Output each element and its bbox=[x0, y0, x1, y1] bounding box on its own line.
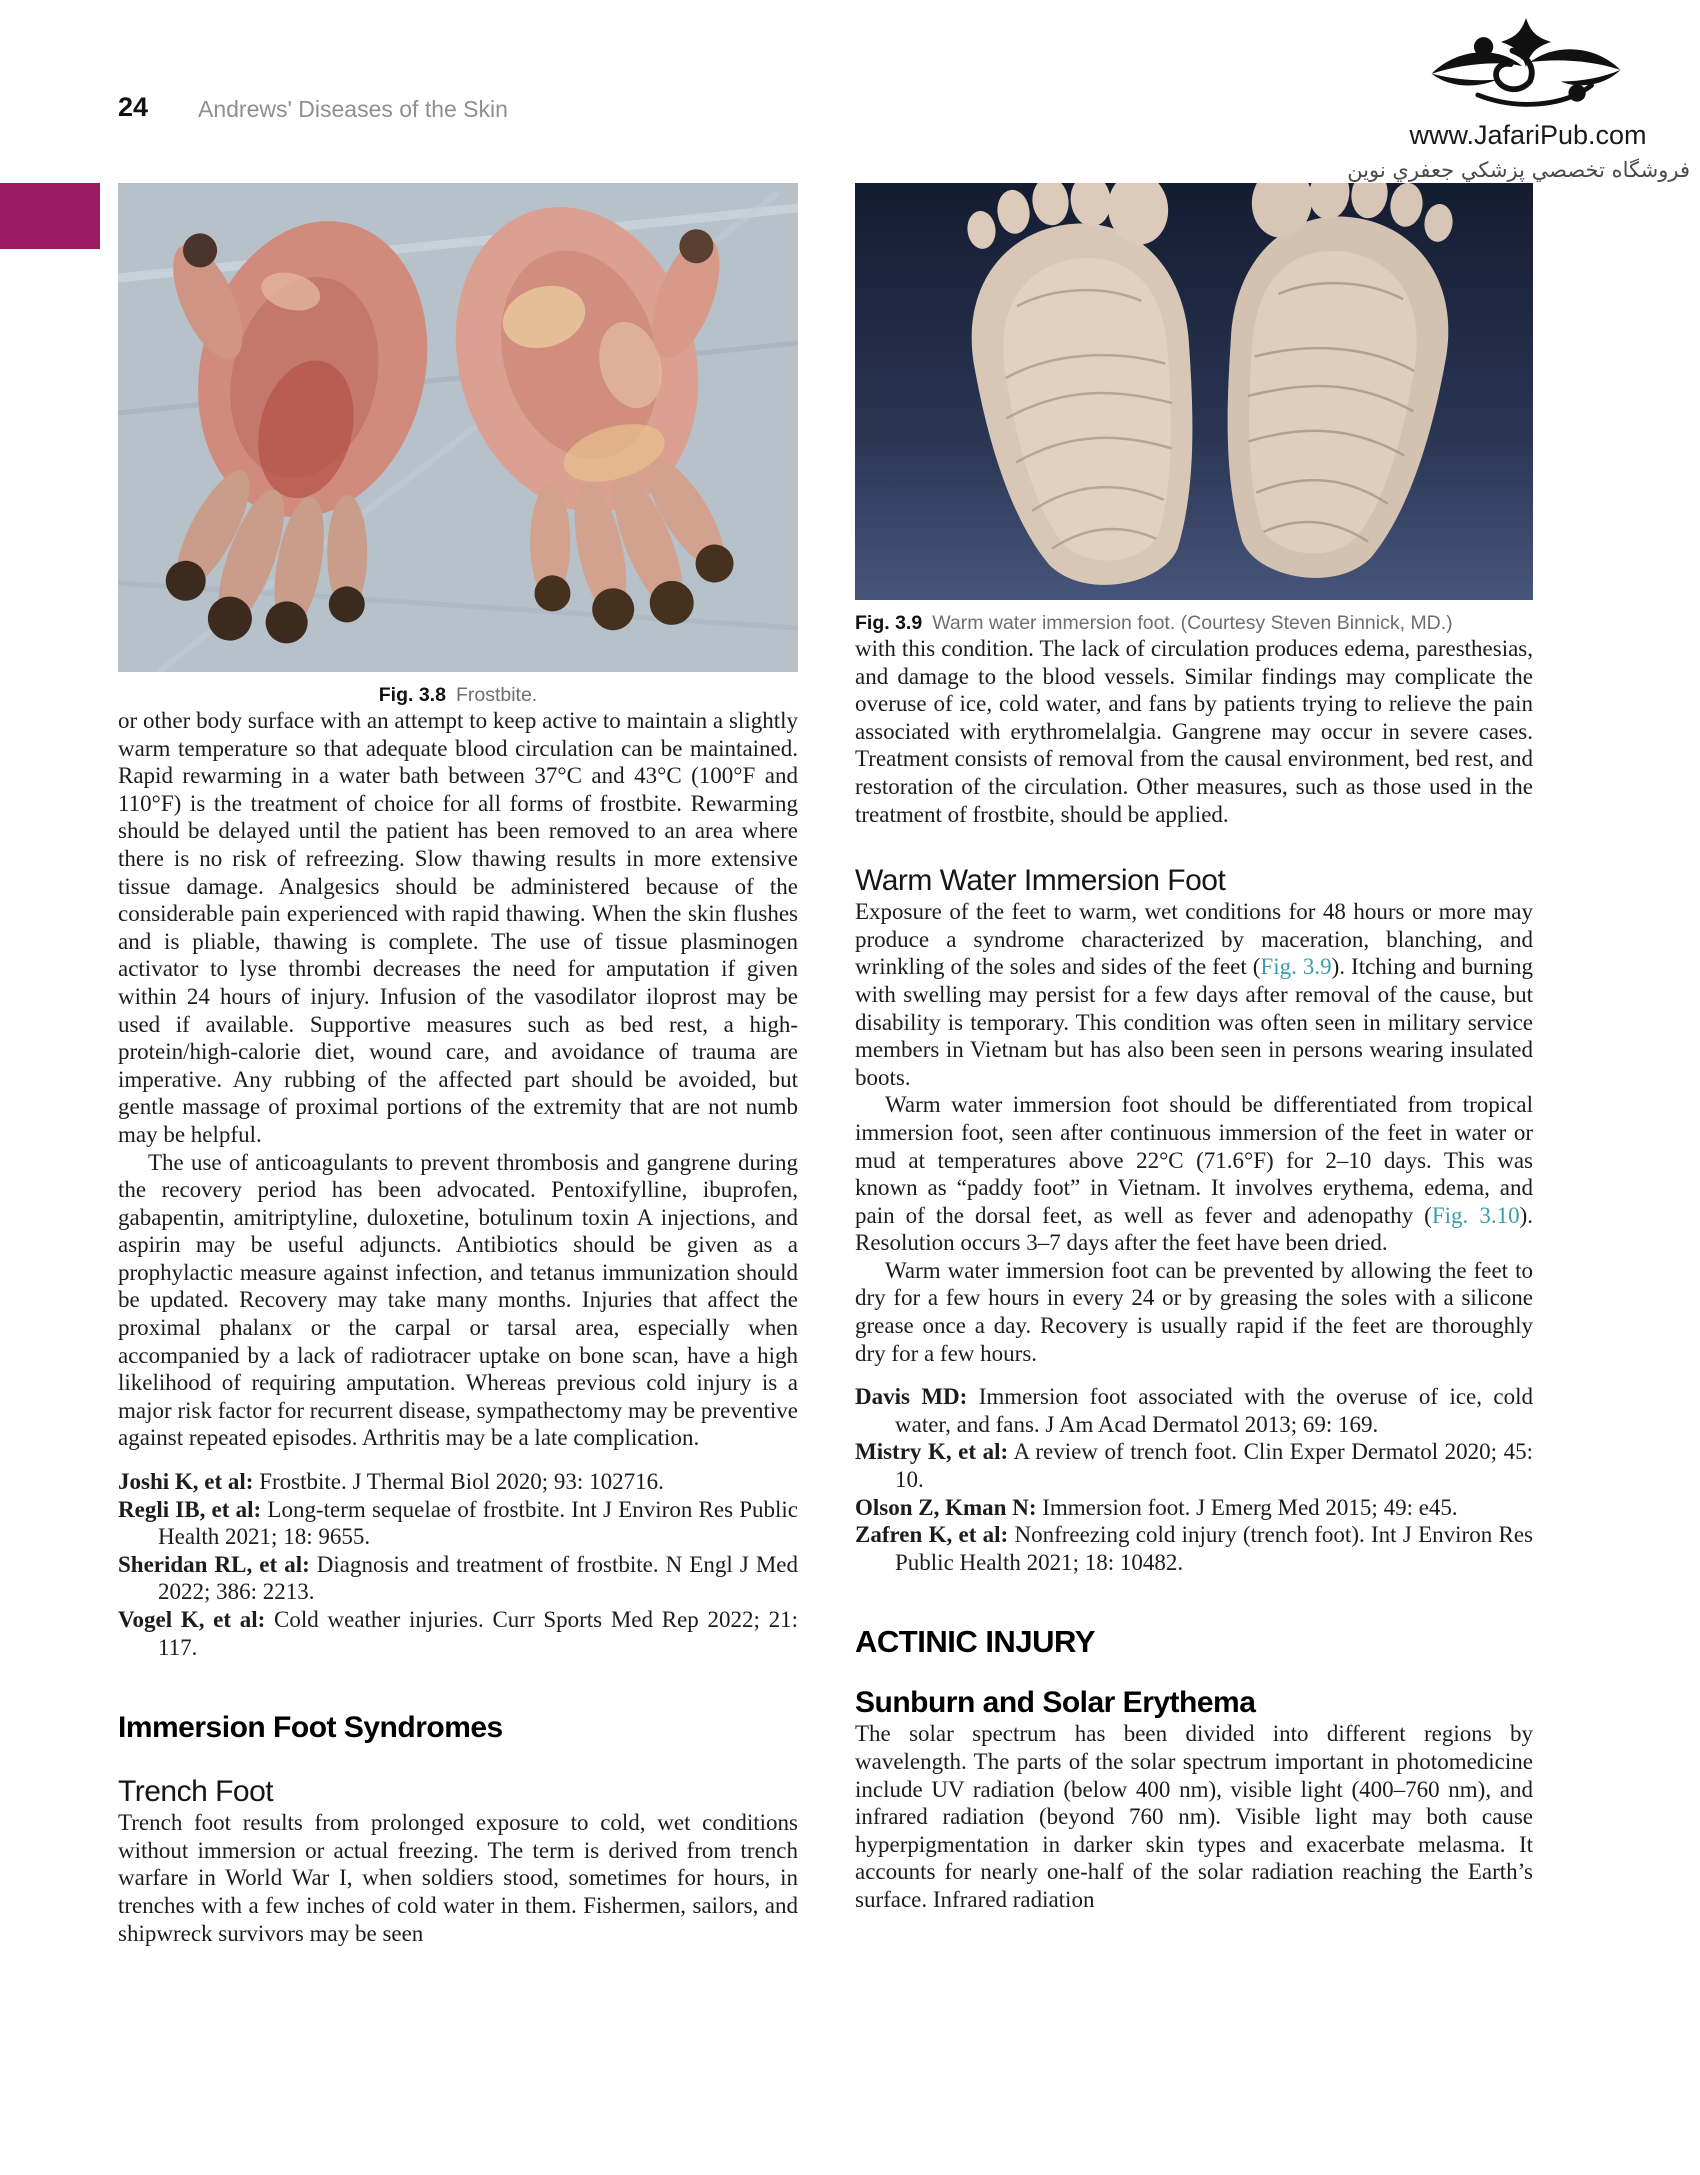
paragraph-text: Warm water immersion foot should be differentiated from tropical immersion foot, seen after continuous immersion of the feet in water or mud at temperatures above 22°C (71.6°F) for 2–10 days. This was known as “paddy foot” in Vietnam. It involves erythema, edema, and pain of the dorsal feet, as well as fever and adenopathy ( bbox=[855, 1092, 1533, 1228]
figure-3-8-caption bbox=[118, 683, 798, 707]
heading-sunburn-solar-erythema: Sunburn and Solar Erythema bbox=[855, 1686, 1256, 1720]
paragraph-anticoagulants: The use of anticoagulants to prevent thrombosis and gangrene during the recovery period has been advocated. Pentoxifylline, ibuprofen, gabapentin, amitriptyline, duloxetine, botulinum toxin A injections, and aspirin may be useful adjuncts. Antibiotics should be given as a prophylactic measure against infection, and tetanus immunization should be updated. Recovery may take many months. Injuries that affect the proximal phalanx or the carpal or tarsal area, especially when accompanied by a lack of radiotracer uptake on bone scan, have a high likelihood of requiring amputation. Whereas previous cold injury is a major risk factor for recurrent disease, sympathectomy may be preventive against repeated episodes. Arthritis may be a late complication. bbox=[118, 1149, 798, 1451]
running-head-title: Andrews' Diseases of the Skin bbox=[198, 96, 508, 122]
figure-3-9-caption bbox=[855, 611, 1533, 635]
fig-3-9-link[interactable]: Fig. 3.9 bbox=[1260, 954, 1332, 980]
heading-actinic-injury: ACTINIC INJURY bbox=[855, 1624, 1095, 1660]
figure-3-8 bbox=[118, 183, 798, 672]
paragraph-frostbite-treatment: or other body surface with an attempt to keep active to maintain a slightly warm temperature so that adequate blood circulation can be maintained. Rapid rewarming in a water bath between 37°C and 43°C (100°F and 110°F) is the treatment of choice for all forms of frostbite. Rewarming should be delayed until the patient has been removed to an area where there is no risk of refreezing. Slow thawing results in more extensive tissue damage. Analgesics should be administered because of the considerable pain experienced with rapid thawing. When the skin flushes and is pliable, thawing is complete. The use of tissue plasminogen activator to lyse thrombi decreases the need for amputation if given within 24 hours of injury. Infusion of the vasodilator iloprost may be used if available. Supportive measures such as bed rest, a high-protein/high-calorie diet, wound care, and avoidance of trauma are imperative. Any rubbing of the affected part should be avoided, but gentle massage of proximal portions of the extremity that are not numb may be helpful. bbox=[118, 708, 798, 1147]
right-column bbox=[855, 183, 1533, 1914]
reference-item bbox=[118, 1496, 798, 1551]
reference-authors: Olson Z, Kman N: bbox=[855, 1494, 1037, 1520]
immersion-foot-references bbox=[855, 1383, 1533, 1576]
paragraph-erythromelalgia: with this condition. The lack of circulation produces edema, paresthesias, and damage to the blood vessels. Similar findings may complicate the overuse of ice, cold water, and fans by patients trying to relieve the pain associated with erythromelalgia. Gangrene may occur in severe cases. Treatment consists of removal from the causal environment, bed rest, and restoration of the circulation. Other measures, such as those used in the treatment of frostbite, should be applied. bbox=[855, 636, 1533, 827]
paragraph-wwif-exposure bbox=[855, 898, 1533, 1091]
reference-authors: Regli IB, et al: bbox=[118, 1496, 262, 1522]
paragraph-trench-foot: Trench foot results from prolonged exposure to cold, wet conditions without immersion or actual freezing. The term is derived from trench warfare in World War I, when soldiers stood, sometimes for hours, in trenches with a few inches of cold water in them. Fishermen, sailors, and shipwreck survivors may be seen bbox=[118, 1810, 798, 1946]
heading-warm-water-immersion-foot: Warm Water Immersion Foot bbox=[855, 864, 1226, 898]
heading-trench-foot: Trench Foot bbox=[118, 1775, 274, 1809]
paragraph-text: ). Itching and burning with swelling may persist for a few days after removal of the cause, but disability is temporary. This condition was often seen in military service members in Vietnam but has also been seen in persons wearing insulated boots. bbox=[855, 954, 1533, 1090]
reference-authors: Davis MD: bbox=[855, 1384, 968, 1410]
reference-item bbox=[855, 1521, 1533, 1576]
heading-immersion-foot-syndromes: Immersion Foot Syndromes bbox=[118, 1711, 503, 1745]
reference-item bbox=[855, 1438, 1533, 1493]
reference-text: Frostbite. J Thermal Biol 2020; 93: 102716. bbox=[253, 1469, 664, 1495]
reference-item bbox=[855, 1494, 1533, 1522]
reference-text: Long-term sequelae of frostbite. Int J Environ Res Public Health 2021; 18: 9655. bbox=[158, 1496, 799, 1550]
reference-text: Nonfreezing cold injury (trench foot). Int J Environ Res Public Health 2021; 18: 10482. bbox=[895, 1522, 1533, 1575]
reference-authors: Sheridan RL, et al: bbox=[118, 1551, 310, 1577]
frostbite-references bbox=[118, 1468, 798, 1661]
paragraph-text: Exposure of the feet to warm, wet conditions for 48 hours or more may produce a syndrome characterized by maceration, blanching, and wrinkling of the soles and sides of the feet ( bbox=[855, 899, 1533, 980]
reference-item bbox=[118, 1468, 798, 1496]
figure-3-8-label: Fig. 3.8 bbox=[378, 684, 446, 706]
left-column bbox=[118, 183, 798, 1947]
figure-3-9-caption-text: Warm water immersion foot. (Courtesy Steven Binnick, MD.) bbox=[932, 612, 1453, 634]
page-number: 24 bbox=[118, 92, 149, 122]
reference-text: Immersion foot associated with the overuse of ice, cold water, and fans. J Am Acad Dermatol 2013; 69: 169. bbox=[895, 1384, 1534, 1437]
paragraph-tropical-immersion bbox=[855, 1091, 1533, 1257]
reference-text: A review of trench foot. Clin Exper Dermatol 2020; 45: 10. bbox=[895, 1439, 1533, 1493]
reference-authors: Mistry K, et al: bbox=[855, 1439, 1009, 1465]
publisher-tagline-farsi: فروشگاه تخصصي پزشكي جعفري نوين bbox=[1347, 158, 1690, 182]
reference-authors: Zafren K, et al: bbox=[855, 1522, 1009, 1548]
reference-text: Cold weather injuries. Curr Sports Med Rep 2022; 21: 117. bbox=[158, 1607, 799, 1660]
figure-3-9 bbox=[855, 183, 1533, 600]
publisher-url: www.JafariPub.com bbox=[1409, 120, 1647, 150]
reference-text: Immersion foot. J Emerg Med 2015; 49: e45. bbox=[1036, 1494, 1458, 1520]
figure-3-9-label: Fig. 3.9 bbox=[855, 612, 923, 634]
paragraph-wwif-prevention: Warm water immersion foot can be prevented by allowing the feet to dry for a few hours in every 24 or by greasing the soles with a silicone grease once a day. Recovery is usually rapid if the feet are thoroughly dry for a few hours. bbox=[855, 1257, 1533, 1366]
reference-text: Diagnosis and treatment of frostbite. N Engl J Med 2022; 386: 2213. bbox=[158, 1551, 798, 1605]
reference-item bbox=[118, 1551, 798, 1606]
fig-3-10-link[interactable]: Fig. 3.10 bbox=[1431, 1202, 1520, 1228]
reference-authors: Joshi K, et al: bbox=[118, 1469, 254, 1495]
figure-3-8-caption-text: Frostbite. bbox=[455, 684, 538, 706]
frostbite-hands-photo bbox=[118, 183, 798, 672]
reference-item bbox=[118, 1606, 798, 1661]
jafaripub-logo-icon bbox=[1420, 14, 1632, 118]
paragraph-solar-spectrum: The solar spectrum has been divided into different regions by wavelength. The parts of the solar spectrum important in photomedicine include UV radiation (below 400 nm), visible light (400–760 nm), and infrared radiation (beyond 760 nm). Visible light may both cause hyperpigmentation in darker skin types and exacerbate melasma. It accounts for nearly one-half of the solar radiation reaching the Earth’s surface. Infrared radiation bbox=[855, 1721, 1533, 1912]
reference-item bbox=[855, 1383, 1533, 1438]
reference-authors: Vogel K, et al: bbox=[118, 1607, 266, 1632]
immersion-foot-soles-photo bbox=[855, 183, 1533, 600]
paragraph-text: ). Resolution occurs 3–7 days after the feet have been dried. bbox=[855, 1202, 1533, 1256]
chapter-edge-tab bbox=[0, 183, 100, 249]
